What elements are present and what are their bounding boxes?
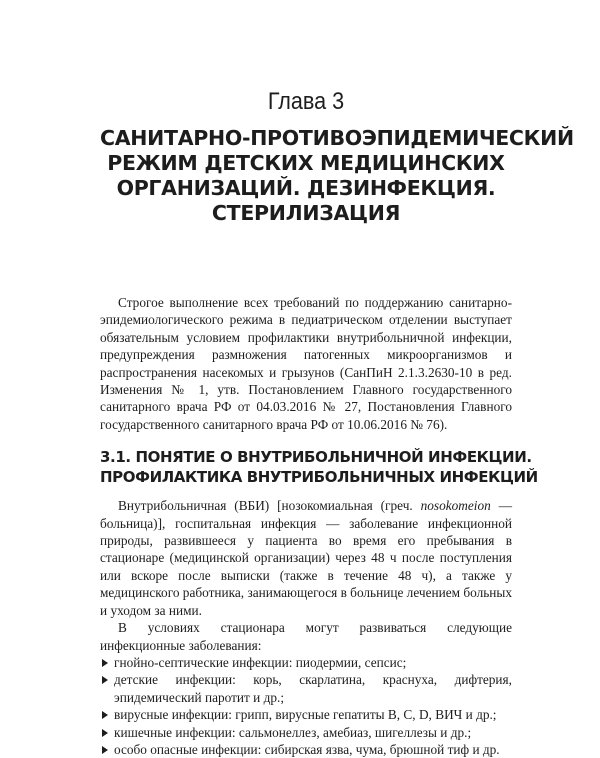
- chapter-title-line: РЕЖИМ ДЕТСКИХ МЕДИЦИНСКИХ: [107, 151, 505, 175]
- intro-paragraph: Строгое выполнение всех требований по поддержанию санитарно-эпидемиологического режима в педиатрическом отделении выступает обязательным условием профилактики внутрибольничной инфекции, предупреждения размножения патогенных микроорганизмов и распространения насекомых и грызунов (СанПиН 2.1.3.2630-10 в ред. Изменения № 1, утв. Постановлением Главного государственного санитарного врача РФ от 04.03.2016 № 27, Постановления Главного государственного санитарного врача РФ от 10.06.2016 № 76).: [100, 295, 512, 432]
- triangle-right-icon: [102, 676, 108, 684]
- definition-greek-term: nosokomeion: [420, 498, 491, 514]
- list-item-text: детские инфекции: корь, скарлатина, краснуха, дифтерия, эпидемический паротит и др.;: [114, 672, 512, 705]
- section-title-line: 3.1. ПОНЯТИЕ О ВНУТРИБОЛЬНИЧНОЙ ИНФЕКЦИИ.: [100, 448, 532, 467]
- infection-list: [100, 654, 512, 758]
- chapter-title-line: САНИТАРНО-ПРОТИВОЭПИДЕМИЧЕСКИЙ: [100, 126, 574, 150]
- list-item: [100, 706, 512, 723]
- definition-paragraph: [100, 497, 512, 619]
- definition-text-end: — больница)], госпитальная инфекция — заболевание инфекционной природы, развившееся у пациента во время его пребывания в стационаре (медицинской организации) через 48 ч после поступления или вскоре после выписки (также в течение 48 ч), а также у медицинского работника, занимающегося в больнице лечением больных и уходом за ними.: [100, 498, 512, 618]
- triangle-right-icon: [102, 729, 108, 737]
- list-item: [100, 724, 512, 741]
- chapter-title-line: СТЕРИЛИЗАЦИЯ: [211, 201, 401, 225]
- chapter-title: [100, 126, 574, 226]
- list-item: [100, 741, 512, 758]
- definition-text-start: Внутрибольничная (ВБИ) [нозокомиальная (греч.: [118, 498, 421, 514]
- section-title: [100, 447, 538, 487]
- list-item: [100, 671, 512, 706]
- chapter-label: Глава 3: [267, 88, 345, 115]
- list-item-text: гнойно-септические инфекции: пиодермии, сепсис;: [114, 654, 407, 670]
- triangle-right-icon: [102, 659, 108, 667]
- list-item-text: кишечные инфекции: сальмонеллез, амебиаз, шигеллезы и др.;: [114, 724, 472, 740]
- list-item: [100, 654, 512, 671]
- intro-block: [100, 294, 512, 433]
- triangle-right-icon: [102, 711, 108, 719]
- list-item-text: особо опасные инфекции: сибирская язва, чума, брюшной тиф и др.: [114, 741, 500, 757]
- list-intro-paragraph: В условиях стационара могут развиваться следующие инфекционные заболевания:: [100, 620, 512, 653]
- chapter-title-line: ОРГАНИЗАЦИЙ. ДЕЗИНФЕКЦИЯ.: [116, 176, 496, 200]
- section-title-line: ПРОФИЛАКТИКА ВНУТРИБОЛЬНИЧНЫХ ИНФЕКЦИЙ: [100, 468, 538, 487]
- list-item-text: вирусные инфекции: грипп, вирусные гепатиты B, C, D, ВИЧ и др.;: [114, 707, 497, 723]
